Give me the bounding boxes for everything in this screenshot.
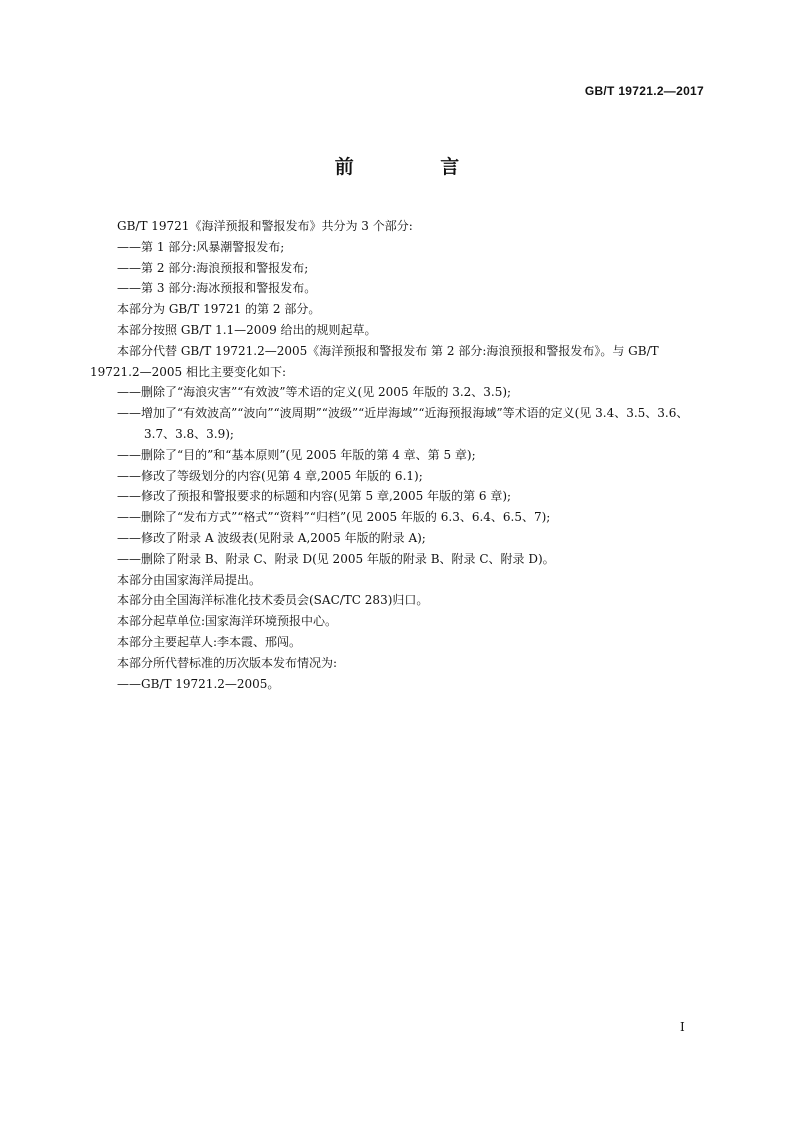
page-number: I (680, 1020, 685, 1034)
list-item: ——增加了“有效波高”“波向”“波周期”“波级”“近岸海域”“近海预报海域”等术语的定义(见 3.4、3.5、3.6、3.7、3.8、3.9); (117, 406, 689, 441)
paragraph: GB/T 19721《海洋预报和警报发布》共分为 3 个部分: (117, 219, 413, 233)
list-item: ——第 3 部分:海冰预报和警报发布。 (117, 281, 317, 296)
list-item: ——修改了附录 A 波级表(见附录 A,2005 年版的附录 A); (117, 530, 426, 545)
paragraph: 本部分为 GB/T 19721 的第 2 部分。 (117, 302, 321, 317)
paragraph: 本部分由国家海洋局提出。 (117, 572, 262, 587)
paragraph: 本部分按照 GB/T 1.1—2009 给出的规则起草。 (117, 322, 377, 337)
list-item: ——删除了“发布方式”“格式”“资料”“归档”(见 2005 年版的 6.3、6.4、6.5、7); (117, 510, 551, 525)
paragraph: 本部分所代替标准的历次版本发布情况为: (117, 655, 338, 670)
standard-number-header: GB/T 19721.2—2017 (584, 84, 704, 98)
list-item: ——修改了等级划分的内容(见第 4 章,2005 年版的 6.1); (117, 468, 423, 483)
paragraph: 本部分主要起草人:李本霞、邢闯。 (117, 634, 302, 649)
paragraph: 本部分代替 GB/T 19721.2—2005《海洋预报和警报发布 第 2 部分:海浪预报和警报发布》。与 GB/T 19721.2—2005 相比主要变化如下: (90, 343, 659, 379)
list-item: ——删除了附录 B、附录 C、附录 D(见 2005 年版的附录 B、附录 C、附录 D)。 (117, 551, 555, 566)
list-item: ——GB/T 19721.2—2005。 (117, 676, 280, 691)
list-item: ——删除了“目的”和“基本原则”(见 2005 年版的第 4 章、第 5 章); (117, 447, 476, 462)
page-title: 前 言 (334, 156, 500, 178)
list-item: ——删除了“海浪灾害”“有效波”等术语的定义(见 2005 年版的 3.2、3.5); (117, 385, 512, 400)
list-item: ——第 2 部分:海浪预报和警报发布; (117, 260, 309, 275)
paragraph: 本部分由全国海洋标准化技术委员会(SAC/TC 283)归口。 (117, 593, 429, 608)
foreword-body (90, 216, 710, 694)
list-item: ——第 1 部分:风暴潮警报发布; (117, 239, 285, 254)
list-item: ——修改了预报和警报要求的标题和内容(见第 5 章,2005 年版的第 6 章); (117, 489, 512, 504)
paragraph: 本部分起草单位:国家海洋环境预报中心。 (117, 614, 338, 629)
